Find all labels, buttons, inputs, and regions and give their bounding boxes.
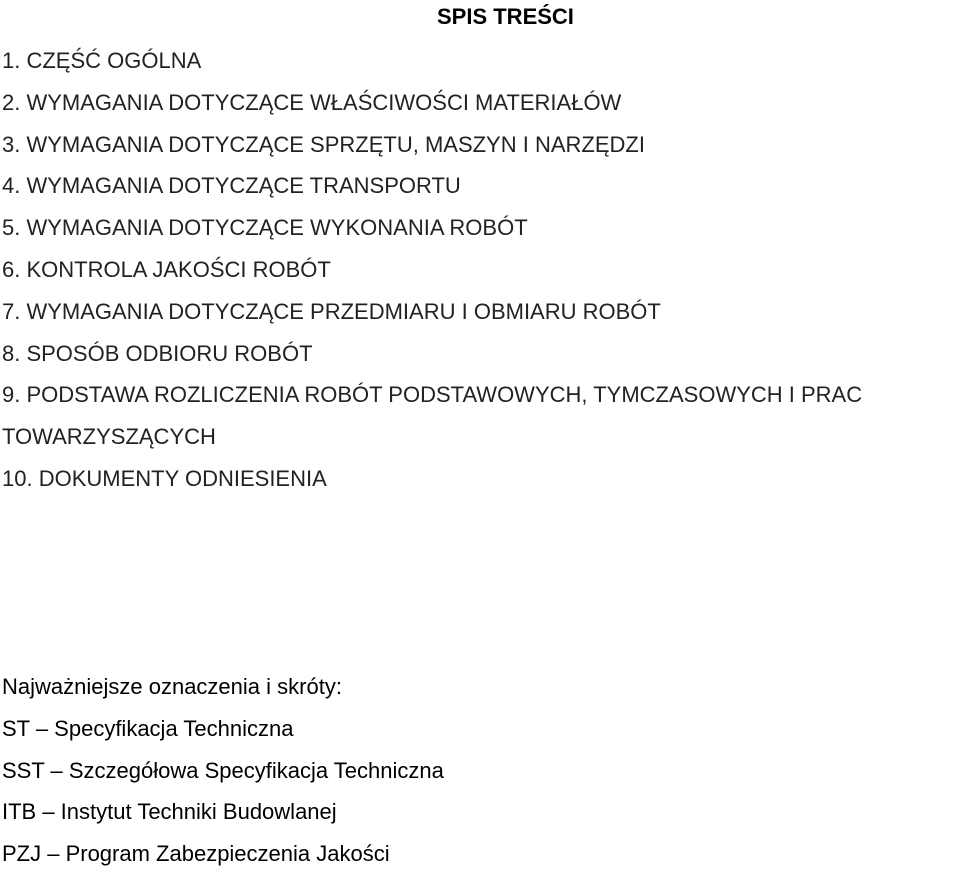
abbreviation-item: ST – Specyfikacja Techniczna: [2, 715, 294, 741]
abbreviation-item: PZJ – Program Zabezpieczenia Jakości: [2, 841, 390, 867]
abbreviation-item: ITB – Instytut Techniki Budowlanej: [2, 799, 337, 825]
toc-item: 7. WYMAGANIA DOTYCZĄCE PRZEDMIARU I OBMIARU ROBÓT: [2, 298, 661, 324]
toc-item: 1. CZĘŚĆ OGÓLNA: [2, 48, 202, 73]
abbreviation-item: SST – Szczegółowa Specyfikacja Techniczna: [2, 757, 444, 783]
toc-item: 4. WYMAGANIA DOTYCZĄCE TRANSPORTU: [2, 173, 461, 199]
toc-item: 8. SPOSÓB ODBIORU ROBÓT: [2, 340, 313, 366]
toc-item: 6. KONTROLA JAKOŚCI ROBÓT: [2, 256, 331, 282]
toc-item: 9. PODSTAWA ROZLICZENIA ROBÓT PODSTAWOWYCH, TYMCZASOWYCH I PRAC TOWARZYSZĄCYCH: [2, 382, 863, 450]
table-of-contents: [2, 40, 957, 500]
abbreviations-section: [2, 666, 957, 875]
document-title: SPIS TREŚCI: [437, 4, 574, 29]
toc-item: 5. WYMAGANIA DOTYCZĄCE WYKONANIA ROBÓT: [2, 215, 528, 241]
toc-item: 10. DOKUMENTY ODNIESIENIA: [2, 465, 327, 491]
toc-item: 2. WYMAGANIA DOTYCZĄCE WŁAŚCIWOŚCI MATERIAŁÓW: [2, 89, 622, 115]
toc-item: 3. WYMAGANIA DOTYCZĄCE SPRZĘTU, MASZYN I NARZĘDZI: [2, 131, 645, 157]
abbreviations-heading: Najważniejsze oznaczenia i skróty:: [2, 674, 342, 699]
